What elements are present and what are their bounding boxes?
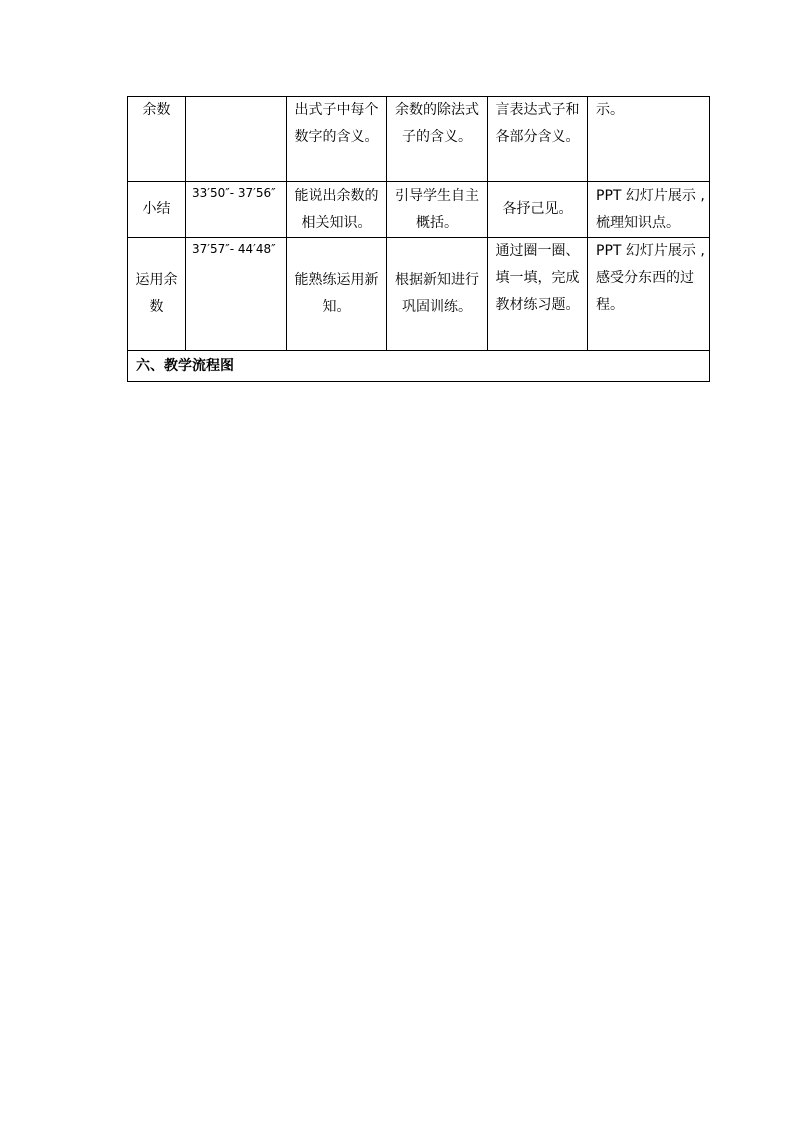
time-cell: 33′50″- 37′56″ bbox=[186, 182, 287, 238]
section-heading-row bbox=[128, 351, 710, 382]
student-activity-cell: 各抒己见。 bbox=[488, 182, 588, 238]
table-row bbox=[128, 182, 710, 238]
student-activity-cell: 通过圈一圈、填一填，完成教材练习题。 bbox=[488, 238, 588, 351]
goal-cell: 能熟练运用新知。 bbox=[287, 238, 387, 351]
stage-cell: 小结 bbox=[128, 182, 186, 238]
lesson-process-table bbox=[127, 96, 710, 382]
media-cell: 示。 bbox=[588, 97, 710, 182]
teacher-activity-cell: 余数的除法式子的含义。 bbox=[387, 97, 488, 182]
stage-cell: 余数 bbox=[128, 97, 186, 182]
goal-cell: 能说出余数的相关知识。 bbox=[287, 182, 387, 238]
media-cell: PPT 幻灯片展示 ,感受分东西的过程。 bbox=[588, 238, 710, 351]
section-heading: 六、教学流程图 bbox=[128, 351, 710, 382]
student-activity-cell: 言表达式子和各部分含义。 bbox=[488, 97, 588, 182]
time-cell bbox=[186, 97, 287, 182]
teacher-activity-cell: 根据新知进行巩固训练。 bbox=[387, 238, 488, 351]
teacher-activity-cell: 引导学生自主概括。 bbox=[387, 182, 488, 238]
media-cell: PPT 幻灯片展示 ,梳理知识点。 bbox=[588, 182, 710, 238]
goal-cell: 出式子中每个数字的含义。 bbox=[287, 97, 387, 182]
table-row bbox=[128, 238, 710, 351]
time-cell: 37′57″- 44′48″ bbox=[186, 238, 287, 351]
stage-cell: 运用余数 bbox=[128, 238, 186, 351]
table-row bbox=[128, 97, 710, 182]
